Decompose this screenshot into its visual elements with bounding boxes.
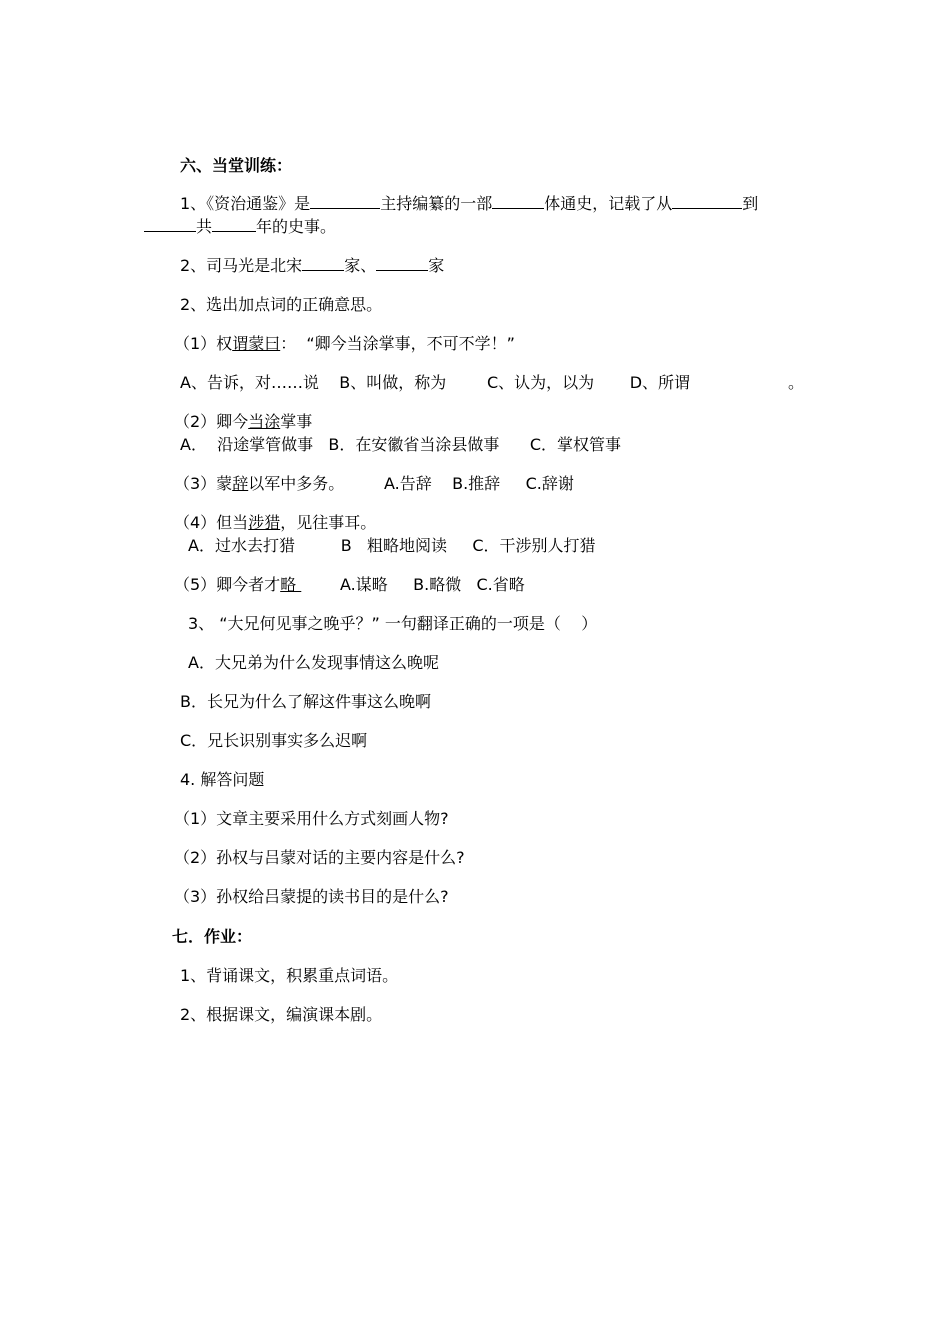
- q2-text-a: 2、司马光是北宋: [180, 256, 303, 275]
- q1-text-c: 体通史，记载了从: [544, 194, 673, 213]
- q1-blank-start: [672, 194, 742, 209]
- question-4-option-b: B．长兄为什么了解这件事这么晚啊: [180, 692, 431, 711]
- s1-post: ： “卿今当涂掌事，不可不学！”: [280, 334, 515, 353]
- sub-question-4-options: A．过水去打猎 B 粗略地阅读 C．干涉别人打猎: [188, 536, 596, 555]
- q1-blank-genre: [492, 194, 544, 209]
- question-5-item-3: （3）孙权给吕蒙提的读书目的是什么?: [174, 887, 449, 906]
- sub-question-1: [174, 334, 515, 354]
- q1-text-e: 共: [196, 217, 213, 236]
- homework-item-2: 2、根据课文，编演课本剧。: [180, 1005, 383, 1024]
- s1-underlined: 谓蒙曰: [232, 334, 281, 353]
- question-2: [180, 256, 444, 276]
- q1-blank-years: [212, 217, 256, 232]
- q2-text-b: 家、: [344, 256, 377, 275]
- sub-question-5: [174, 575, 301, 595]
- q1-text-d: 到: [742, 194, 759, 213]
- section-7-heading: 七．作业：: [172, 927, 253, 946]
- question-1-line-2: [144, 217, 336, 237]
- q2-blank-2: [376, 256, 428, 271]
- s4-pre: （4）但当: [174, 513, 249, 532]
- s2-underlined: 当涂: [248, 412, 281, 431]
- s5-underlined: 略: [280, 575, 302, 594]
- question-5-item-1: （1）文章主要采用什么方式刻画人物?: [174, 809, 449, 828]
- q2-text-c: 家: [428, 256, 445, 275]
- sub-question-2-options: A． 沿途掌管做事 B．在安徽省当涂县做事 C．掌权管事: [180, 435, 622, 454]
- s3-pre: （3）蒙: [174, 474, 233, 493]
- sub-question-5-options: A.谋略 B.略微 C.省略: [340, 575, 525, 594]
- sub-question-3-options: A.告辞 B.推辞 C.辞谢: [384, 474, 574, 493]
- s3-underlined: 辞: [232, 474, 249, 493]
- s1-pre: （1）权: [174, 334, 233, 353]
- question-4-option-c: C．兄长识别事实多么迟啊: [180, 731, 368, 750]
- q1-text-f: 年的史事。: [256, 217, 337, 236]
- s2-pre: （2）卿今: [174, 412, 249, 431]
- s2-post: 掌事: [280, 412, 313, 431]
- sub-question-4: [174, 513, 376, 533]
- question-4-heading: 3、 “大兄何见事之晚乎？” 一句翻译正确的一项是（ ）: [188, 614, 598, 633]
- sub-question-3: [174, 474, 344, 494]
- s3-post: 以军中多务。: [248, 474, 345, 493]
- q1-text-a: 1、《资治通鉴》是: [180, 194, 311, 213]
- sub-question-2: [174, 412, 312, 432]
- section-6-heading: 六、当堂训练：: [180, 156, 293, 175]
- s5-pre: （5）卿今者才: [174, 575, 281, 594]
- q2-blank-1: [302, 256, 344, 271]
- s4-underlined: 涉猎: [248, 513, 281, 532]
- question-5-heading: 4. 解答问题: [180, 770, 265, 789]
- question-3-heading: 2、选出加点词的正确意思。: [180, 295, 383, 314]
- sub-question-1-end-mark: 。: [788, 373, 805, 392]
- q1-blank-end: [144, 217, 196, 232]
- homework-item-1: 1、背诵课文，积累重点词语。: [180, 966, 399, 985]
- q1-text-b: 主持编纂的一部: [380, 194, 493, 213]
- q1-blank-author: [310, 194, 380, 209]
- question-5-item-2: （2）孙权与吕蒙对话的主要内容是什么?: [174, 848, 465, 867]
- question-4-option-a: A．大兄弟为什么发现事情这么晚呢: [188, 653, 439, 672]
- question-1-line-1: [180, 194, 758, 214]
- s4-post: ，见往事耳。: [280, 513, 377, 532]
- sub-question-1-options: A、告诉，对……说 B、叫做，称为 C、认为，以为 D、所谓: [180, 373, 691, 392]
